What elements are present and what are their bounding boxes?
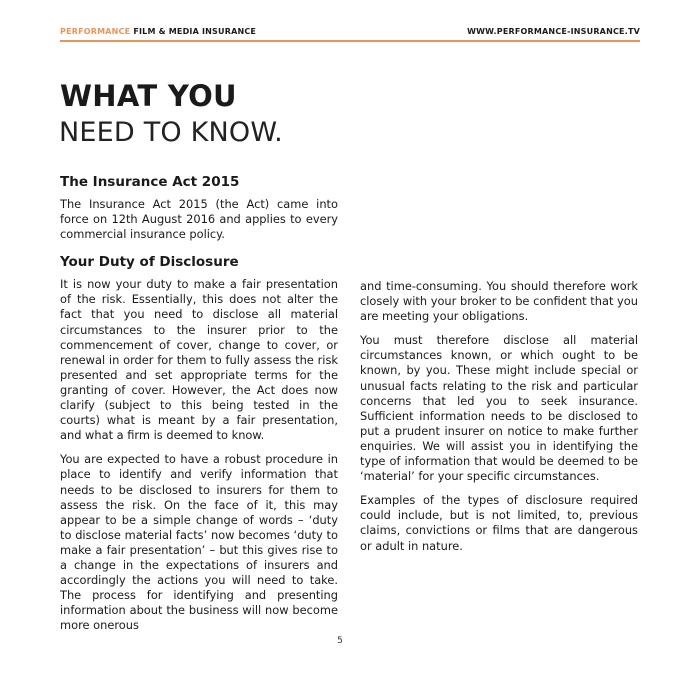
brand-accent-text: PERFORMANCE [60, 27, 131, 36]
header-bar [60, 27, 640, 36]
paragraph-insurance-act: The Insurance Act 2015 (the Act) came into force on 12th August 2016 and applies to every commercial insurance policy. [60, 197, 338, 242]
paragraph-robust-procedure: You are expected to have a robust procedure in place to identify and verify information that needs to be disclosed to insurers for them to assess the risk. On the face of it, this may appear to be a simple change of words – ‘duty to disclose material facts’ now becomes ‘duty to make a fair presentation’ – but this gives rise to a change in the expectations of insurers and accordingly the actions you will need to take. The process for identifying and presenting information about the business will now become more onerous [60, 452, 338, 633]
section-heading-duty-of-disclosure: Your Duty of Disclosure [60, 254, 239, 271]
website-url: WWW.PERFORMANCE-INSURANCE.TV [467, 27, 640, 36]
section-heading-insurance-act: The Insurance Act 2015 [60, 174, 240, 190]
right-column [360, 279, 638, 563]
brand-rest-text: FILM & MEDIA INSURANCE [133, 27, 257, 36]
page-number: 5 [337, 636, 343, 646]
header-divider [60, 40, 640, 42]
page-title-light: NEED TO KNOW. [59, 117, 283, 148]
page-title-bold: WHAT YOU [60, 79, 237, 113]
paragraph-disclosure-examples: Examples of the types of disclosure required could include, but is not limited, to, previous claims, convictions or films that are dangerous or adult in nature. [360, 493, 638, 553]
left-column [60, 174, 338, 642]
paragraph-work-with-broker: and time-consuming. You should therefore work closely with your broker to be confident that you are meeting your obligations. [360, 279, 638, 324]
brand-name [60, 27, 256, 36]
paragraph-fair-presentation: It is now your duty to make a fair presentation of the risk. Essentially, this does not alter the fact that you need to disclose all material circumstances to the insurer prior to the commencement of cover, change to cover, or renewal in order for them to fully assess the risk presented and set appropriate terms for the granting of cover. However, the Act does now clarify (subject to this being tested in the courts) what is meant by a fair presentation, and what a firm is deemed to know. [60, 277, 338, 443]
paragraph-material-circumstances: You must therefore disclose all material circumstances known, or which ought to be known, by you. These might include special or unusual facts relating to the risk and particular concerns that led you to seek insurance. Sufficient information needs to be disclosed to put a prudent insurer on notice to make further enquiries. We will assist you in identifying the type of information that would be deemed to be ‘material’ for your specific circumstances. [360, 333, 638, 484]
